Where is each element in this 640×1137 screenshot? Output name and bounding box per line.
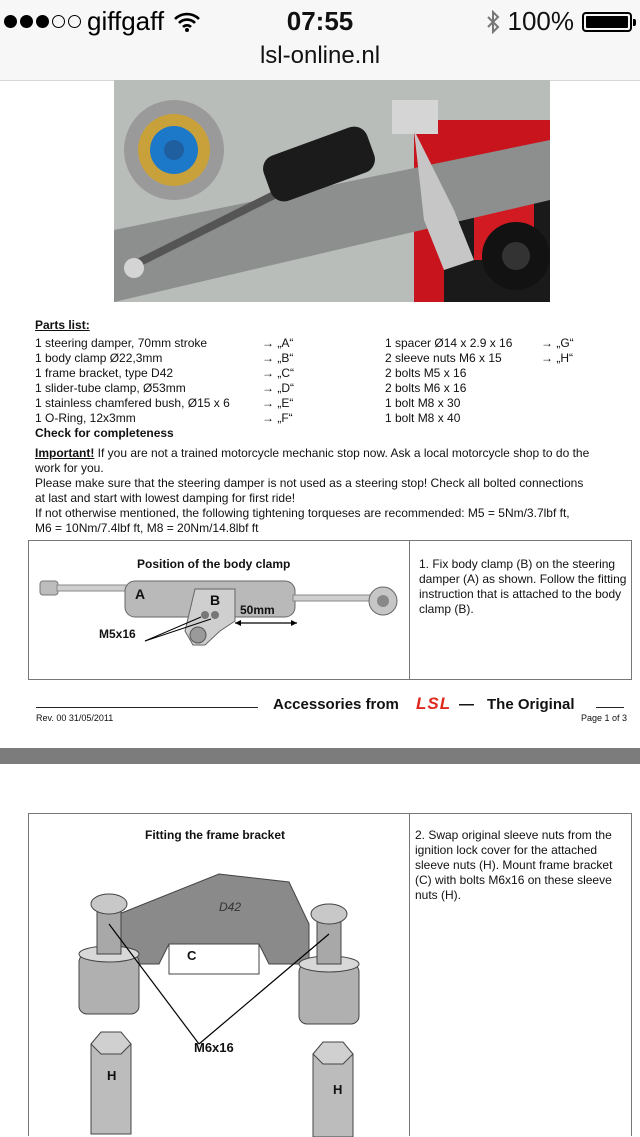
battery-icon (582, 12, 632, 32)
footer-accessories: Accessories from (273, 696, 399, 713)
parts-left-item-4: 1 stainless chamfered bush, Ø15 x 6 (35, 396, 230, 410)
check-completeness: Check for completeness (35, 426, 174, 440)
label-50mm: 50mm (240, 603, 275, 617)
parts-right-ref-0: → „G“ (541, 336, 574, 350)
clock: 07:55 (286, 6, 354, 36)
label-h-left: H (107, 1068, 117, 1083)
step-1-instruction: 1. Fix body clamp (B) on the steering damper (A) as shown. Follow the fitting instruction that is attached to the body clamp (B). (419, 557, 627, 616)
status-bar (0, 0, 640, 81)
battery-percent: 100% (507, 6, 574, 36)
parts-left-item-5: 1 O-Ring, 12x3mm (35, 411, 136, 425)
parts-right-item-4: 1 bolt M8 x 30 (385, 396, 461, 410)
address-bar-url[interactable]: lsl-online.nl (259, 42, 381, 69)
step-2-instruction: 2. Swap original sleeve nuts from the ignition lock cover for the attached sleeve nuts (H). Mount frame bracket (C) with bolts M6x16 on these sleeve nuts (H). (415, 828, 613, 902)
parts-left-ref-0: → „A“ (262, 336, 294, 350)
carrier-name: giffgaff (87, 6, 165, 36)
footer-the-original: The Original (487, 696, 575, 713)
label-c: C (187, 948, 197, 963)
label-a: A (135, 586, 146, 602)
note-line-4: at last and start with lowest damping for first ride! (35, 491, 296, 505)
important-text: If you are not a trained motorcycle mechanic stop now. Ask a local motorcycle shop to do the (94, 446, 590, 460)
body-clamp-diagram (35, 571, 405, 677)
parts-right-item-0: 1 spacer Ø14 x 2.9 x 16 (385, 336, 513, 350)
lsl-logo: LSL (416, 694, 452, 713)
parts-left-ref-5: → „F“ (262, 411, 293, 425)
step-2-box (28, 813, 632, 1136)
important-note (35, 446, 589, 461)
parts-right-item-3: 2 bolts M6 x 16 (385, 381, 467, 395)
label-b: B (210, 592, 221, 608)
bluetooth-icon (486, 10, 500, 34)
step-1-box (28, 540, 632, 680)
parts-right-item-2: 2 bolts M5 x 16 (385, 366, 467, 380)
note-line-6: M6 = 10Nm/7.4lbf ft, M8 = 20Nm/14.8lbf ft (35, 521, 259, 535)
step-2-figure-title: Fitting the frame bracket (145, 828, 286, 842)
frame-bracket-diagram (49, 854, 399, 1137)
page-separator (0, 748, 640, 764)
parts-right-item-1: 2 sleeve nuts M6 x 15 (385, 351, 502, 365)
parts-left-item-1: 1 body clamp Ø22,3mm (35, 351, 163, 365)
parts-right-ref-1: → „H“ (541, 351, 573, 365)
label-m5x16: M5x16 (99, 627, 136, 641)
parts-left-ref-1: → „B“ (262, 351, 294, 365)
parts-right-item-5: 1 bolt M8 x 40 (385, 411, 461, 425)
step-1-figure-title: Position of the body clamp (137, 557, 291, 571)
page-number: Page 1 of 3 (581, 713, 628, 723)
footer-dash: — (459, 696, 474, 713)
note-line-3: Please make sure that the steering damper is not used as a steering stop! Check all bolted connections (35, 476, 584, 490)
parts-left-ref-4: → „E“ (262, 396, 294, 410)
parts-left-ref-3: → „D“ (262, 381, 294, 395)
label-h-right: H (333, 1082, 343, 1097)
parts-left-item-3: 1 slider-tube clamp, Ø53mm (35, 381, 186, 395)
parts-list-heading: Parts list: (35, 318, 90, 332)
important-label: Important! (35, 446, 95, 460)
footer-rule-left (36, 707, 258, 708)
note-line-5: If not otherwise mentioned, the following tightening torqueses are recommended: M5 = 5Nm/3.7lbf ft, (35, 506, 570, 520)
label-m6x16: M6x16 (194, 1040, 234, 1055)
steering-damper-photo (114, 80, 550, 302)
parts-left-ref-2: → „C“ (262, 366, 294, 380)
parts-left-item-2: 1 frame bracket, type D42 (35, 366, 174, 380)
parts-left-item-0: 1 steering damper, 70mm stroke (35, 336, 208, 350)
revision-text: Rev. 00 31/05/2011 (36, 713, 114, 723)
footer-rule-right (596, 707, 624, 708)
note-line-2: work for you. (35, 461, 104, 475)
label-d42: D42 (219, 900, 242, 914)
status-right (486, 6, 633, 37)
